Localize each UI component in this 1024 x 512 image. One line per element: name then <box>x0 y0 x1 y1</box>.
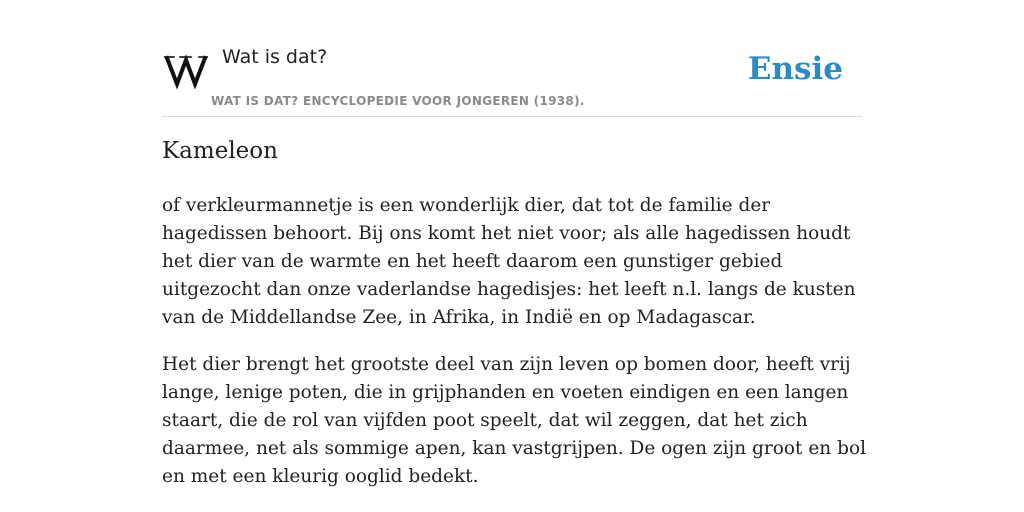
wikipedia-w-icon <box>164 50 208 90</box>
encyclopedia-source: WAT IS DAT? ENCYCLOPEDIE VOOR JONGEREN (1938). <box>211 94 585 108</box>
ensie-logo-link[interactable]: Ensie <box>747 51 843 87</box>
encyclopedia-title[interactable]: Wat is dat? <box>222 46 328 68</box>
entry-title: Kameleon <box>162 138 278 164</box>
encyclopedia-header <box>162 40 862 117</box>
entry-paragraph-1: of verkleurmannetje is een wonderlijk dier, dat tot de familie der hagedissen behoort. Bij ons komt het niet voor; als alle hagedissen houdt het dier van de warmte en het heeft daarom een gunstiger gebied uitgezocht dan onze vaderlandse hagedisjes: het leeft n.l. langs de kusten van de Middellandse Zee, in Afrika, in Indië en op Madagascar. <box>162 195 856 328</box>
entry-paragraph-2: Het dier brengt het grootste deel van zijn leven op bomen door, heeft vrij lange, lenige poten, die in grijphanden en voeten eindigen en een langen staart, die de rol van vijfden poot speelt, dat wil zeggen, dat het zich daarmee, net als sommige apen, kan vastgrijpen. De ogen zijn groot en bol en met een kleurig ooglid bedekt. <box>162 354 866 487</box>
